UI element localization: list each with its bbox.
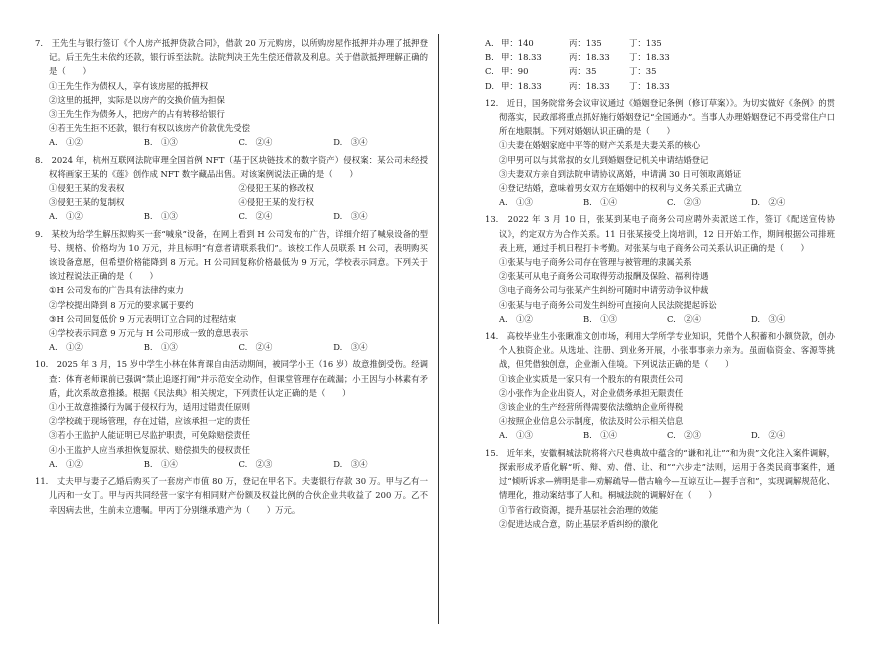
statement: ②学校疏于现场管理，存在过错，应该承担一定的责任 [49,416,250,427]
question-stem: 15. 近年来，安徽桐城法院将将六尺巷典故中蕴含的“谦和礼让”“和为贵”文化注入案件调解，探索形成矛盾化解“听、辩、劝、借、让、和”“六步走”法则，运用于各类民商事案件，通过“倾听诉求—辨明是非—劝解疏导—借古喻今—互谅互让—握手言和”，实现调解规范化、情理化，推动案结事了人和。桐城法院的调解好在（ ） [485,447,835,501]
column-divider [438,34,439,624]
statement: ①张某与电子商务公司存在管理与被管理的隶属关系 [499,257,692,268]
statement: ②促进达成合意，防止基层矛盾纠纷的激化 [499,518,659,529]
option-value: 丁：35 [629,66,657,77]
option-a[interactable]: A. ①② [49,342,83,353]
question-13 [485,212,835,326]
question-stem: 10. 2025 年 3 月，15 岁中学生小林在体育课自由活动期间，被同学小王（16 岁）故意推倒受伤。经调查：体育老师课前已强调“禁止追逐打闹”并示范安全动作，但课堂管理存在疏漏；小王因与小林素有矛盾，此次系故意推搡。根据《民法典》相关规定，下列责任认定正确的是（ ） [35,359,428,398]
statement: ③该企业的生产经营所得需要依法缴纳企业所得税 [499,402,684,413]
statement: ④侵犯王某的发行权 [238,197,314,208]
option-c[interactable]: C. ②④ [238,211,273,222]
statement: ④张某与电子商务公司发生纠纷可直接向人民法院提起诉讼 [499,299,717,310]
statement: ④按照企业信息公示制度，依法及时公示相关信息 [499,416,684,427]
option-a[interactable]: A. ①② [49,211,83,222]
statement: ④学校表示同意 9 万元与 H 公司形成一致的意思表示 [49,328,249,339]
option-b[interactable]: B. ①③ [583,313,617,324]
statement: ③王先生作为债务人，把房产的占有转移给银行 [49,109,225,120]
question-stem: 14. 高校毕业生小张瞅准文创市场，利用大学所学专业知识，凭借个人积蓄和小额贷款，创办个人独资企业。从选址、注册、到业务开展，小张事事亲力亲为。虽面临资金、客源等挑战，但凭借独创意，企业渐入佳境。下列说法正确的是（ ） [485,331,835,370]
option-value: 丁：135 [629,38,662,48]
question-11 [35,474,428,517]
statement: ①小王故意推搡行为属于侵权行为，适用过错责任原则 [49,402,250,413]
option-a[interactable]: A. ①② [49,458,83,469]
left-column [35,36,428,520]
statement: ③若小王监护人能证明已尽监护职责，可免除赔偿责任 [49,430,250,441]
option-row-d[interactable] [485,79,835,93]
statement: ④登记结婚，意味着男女双方在婚姻中的权利与义务关系正式确立 [499,183,742,194]
option-d[interactable]: D. ③④ [333,458,368,469]
option-letter: A. [485,38,494,48]
question-stem: 8. 2024 年，杭州互联网法院审理全国首例 NFT（基于区块链技术的数字资产）侵权案：某公司未经授权将画家王某的《莲》创作成 NFT 数字藏品出售。对该案例说法正确的是（ ） [35,154,428,179]
option-c[interactable]: C. ②③ [667,430,701,441]
option-value: 丁：18.33 [629,80,670,91]
option-value: 甲：18.33 [501,80,542,91]
option-letter: C. [485,66,494,77]
statement: ③电子商务公司与张某产生纠纷可随时申请劳动争议仲裁 [499,285,709,296]
question-stem: 9. 某校为给学生解压拟购买一套“喊泉”设备，在网上看到 H 公司发布的广告，详细介绍了喊泉设备的型号、规格、价格均为 10 万元，并且标明“有意者请联系我们”。该校工作人员联系 H 公司，表明购买该设备意愿，但希望价格能降到 8 万元。H 公司回复称价格最低为 9 万元，学校表示同意。下列关于该过程说法正确的是（ ） [35,228,428,282]
question-7 [35,36,428,150]
statement: ②这里的抵押，实际是以房产的交换价值为担保 [49,94,225,105]
option-c[interactable]: C. ②④ [238,342,273,353]
option-d[interactable]: D. ②④ [751,430,786,441]
option-row-c[interactable] [485,64,835,78]
statement: ②学校提出降到 8 万元的要求属于要约 [49,299,194,310]
statement: ③H 公司回复低价 9 万元表明订立合同的过程结束 [49,313,237,324]
statement: ④小王监护人应当承担恢复原状、赔偿损失的侵权责任 [49,444,250,455]
option-value: 甲：90 [501,66,529,77]
right-column [485,36,835,534]
option-c[interactable]: C. ②④ [238,137,273,148]
option-value: 甲：18.33 [501,52,542,63]
statement: ②侵犯王某的修改权 [238,183,314,194]
option-c[interactable]: C. ②④ [667,313,701,324]
option-value: 丁：18.33 [629,52,670,63]
answer-options [35,457,428,471]
option-b[interactable]: B. ①④ [583,197,617,208]
option-d[interactable]: D. ③④ [333,342,368,353]
option-a[interactable]: A. ①③ [499,197,533,208]
option-c[interactable]: C. ②③ [667,197,701,208]
statement: ④若王先生拒不还款，银行有权以该房产价款优先受偿 [49,123,250,134]
question-11-options [485,36,835,93]
option-b[interactable]: B. ①④ [143,458,178,469]
option-value: 丙：18.33 [569,80,610,91]
question-8 [35,153,428,224]
statement-row [35,195,428,209]
question-stem: 12. 近日，国务院常务会议审议通过《婚姻登记条例（修订草案）》。为切实做好《条例》的贯彻落实，民政部将重点抓好施行婚姻登记“全国通办”。当事人办理婚姻登记不再受常住户口所在地限制。下列对婚姻认识正确的是（ ） [485,97,835,137]
option-a[interactable]: A. ①② [499,313,533,324]
question-stem: 13. 2022 年 3 月 10 日，张某到某电子商务公司应聘外卖派送工作，签订《配送宣传协议》，约定双方为合作关系。11 日张某接受上岗培训，12 日开始工作，期间根据公司排班表上班，通过手机日程打卡考勤。对张某与电子商务公司关系认识正确的是（ ） [485,214,835,253]
option-value: 丙：35 [569,66,597,77]
option-value: 丙：135 [569,38,602,48]
question-stem: 7. 王先生与银行签订《个人房产抵押贷款合同》，借款 20 万元购房，以所购房屋作抵押并办理了抵押登记。后王先生未依约还款，银行诉至法院。法院判决王先生偿还借款及利息。关于借款抵押理解正确的是（ ） [35,38,428,77]
option-a[interactable]: A. ①② [49,137,83,148]
question-15 [485,446,835,531]
question-14 [485,329,835,443]
answer-options [485,195,835,209]
option-a[interactable]: A. ①③ [499,430,533,441]
option-d[interactable]: D. ②④ [751,197,786,208]
question-12 [485,96,835,210]
statement-row [35,181,428,195]
option-letter: D. [485,80,495,91]
option-value: 丙：18.33 [569,52,610,63]
statement: ①该企业实质是一家只有一个股东的有限责任公司 [499,373,684,384]
option-d[interactable]: D. ③④ [333,137,368,148]
question-9 [35,227,428,355]
answer-options [485,428,835,442]
question-stem: 11. 丈夫甲与妻子乙婚后购买了一套房产市值 80 万，登记在甲名下。夫妻银行存款 30 万。甲与乙有一儿丙和一女丁。甲与丙共同经营一家字有相同财产份额及权益比例的合伙企业共收益了 200 万。乙不幸因病去世，生前未立遗嘱。甲丙丁分别继承遗产为（ ）万元。 [35,476,428,515]
statement: ③侵犯王某的复制权 [49,197,125,208]
option-b[interactable]: B. ①③ [143,342,178,353]
answer-options [35,209,428,223]
option-value: 甲：140 [501,38,534,48]
statement: ③夫妻双方亲自到法院申请协议离婚，申请满 30 日可领取离婚证 [499,168,742,179]
answer-options [485,312,835,326]
answer-options [35,135,428,149]
statement: ②张某可从电子商务公司取得劳动报酬及保险、福利待遇 [499,271,709,282]
question-10 [35,357,428,471]
answer-options [35,340,428,354]
option-row-a[interactable] [485,36,835,50]
statement: ①节省行政资源，提升基层社会治理的效能 [499,504,659,515]
option-letter: B. [485,52,494,63]
option-row-b[interactable] [485,50,835,64]
option-b[interactable]: B. ①③ [143,137,178,148]
option-b[interactable]: B. ①④ [583,430,617,441]
statement: ②小张作为企业出资人，对企业债务承担无限责任 [499,387,684,398]
statement: ①夫妻在婚姻家庭中平等的财产关系是夫妻关系的核心 [499,140,700,151]
statement: ①H 公司发布的广告具有法律约束力 [49,285,184,296]
option-d[interactable]: D. ③④ [333,211,368,222]
option-c[interactable]: C. ②③ [238,458,273,469]
option-d[interactable]: D. ③④ [751,313,786,324]
option-b[interactable]: B. ①③ [143,211,178,222]
statement: ①侵犯王某的发表权 [49,183,125,194]
statement: ②甲男可以与其常叔的女儿到婚姻登记机关申请结婚登记 [499,154,709,165]
statement: ①王先生作为债权人，享有该房屋的抵押权 [49,80,209,91]
